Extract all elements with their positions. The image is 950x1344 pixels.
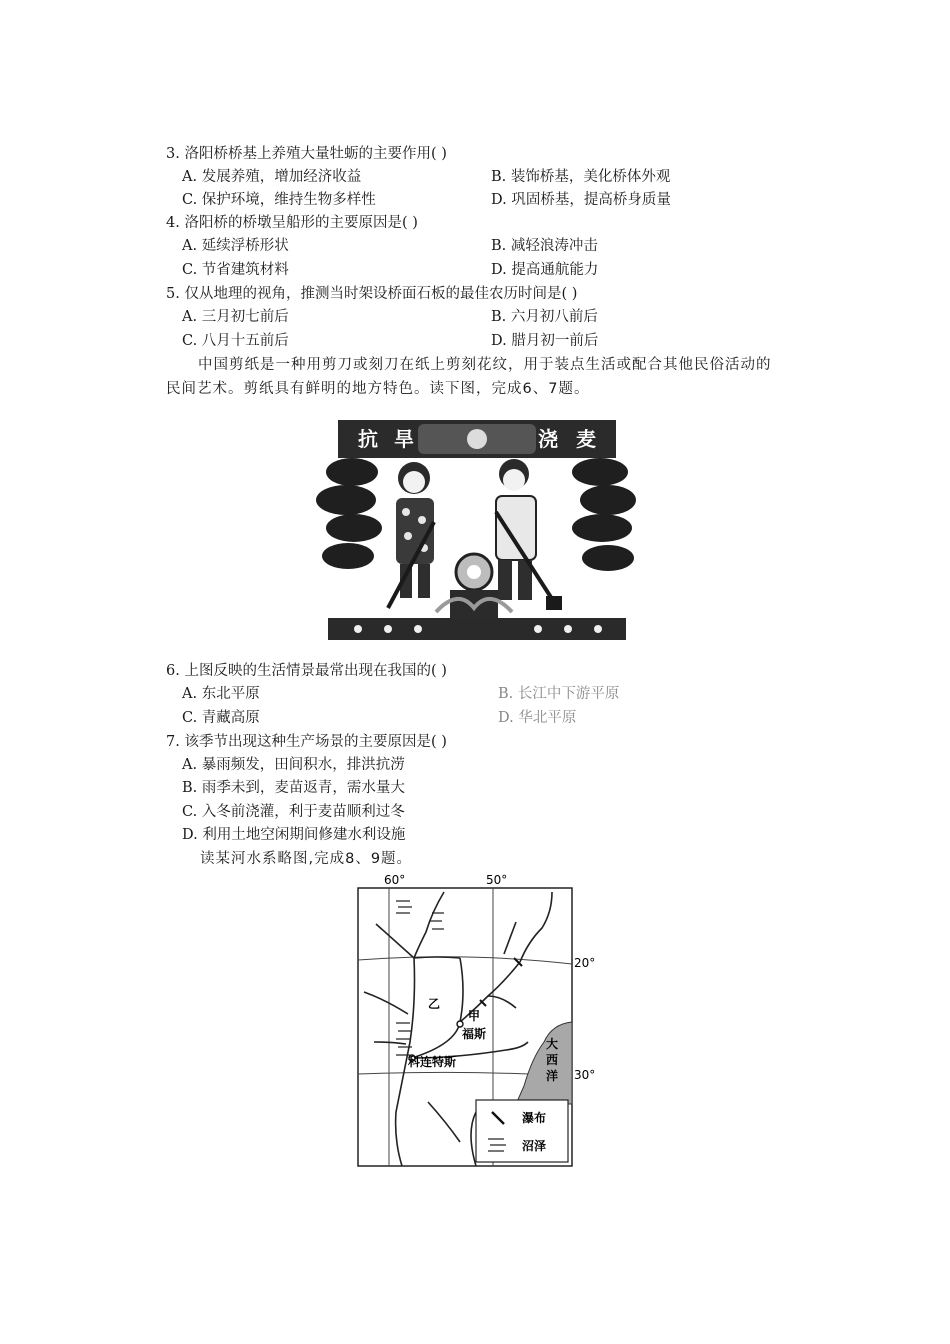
q7-option-d: D. 利用土地空闲期间修建水利设施 <box>182 827 406 843</box>
ocean-char-3: 洋 <box>546 1069 559 1083</box>
q3-option-a: A. 发展养殖，增加经济收益 <box>182 169 362 185</box>
legend-swamp-label: 沼泽 <box>522 1139 547 1153</box>
papercut-title-char-3: 浇 <box>538 427 558 451</box>
lat-label-30: 30° <box>574 1068 596 1082</box>
intro-map: 读某河水系略图,完成8、9题。 <box>200 851 413 867</box>
q3-option-b: B. 装饰桥基，美化桥体外观 <box>491 169 671 185</box>
ocean-char-2: 西 <box>546 1053 559 1067</box>
q7-stem: 7. 该季节出现这种生产场景的主要原因是( ) <box>166 734 447 750</box>
papercut-title-char-4: 麦 <box>576 427 596 451</box>
lon-label-60: 60° <box>384 873 406 887</box>
q7-option-c: C. 入冬前浇灌，利于麦苗顺利过冬 <box>182 804 405 820</box>
legend-waterfall-label: 瀑布 <box>522 1111 547 1125</box>
q6-option-c: C. 青藏高原 <box>182 710 260 726</box>
q5-option-d: D. 腊月初一前后 <box>491 333 599 349</box>
q3-option-c: C. 保护环境，维持生物多样性 <box>182 192 376 208</box>
intro-paragraph-line2: 民间艺术。剪纸具有鲜明的地方特色。读下图，完成6、7题。 <box>166 381 590 397</box>
q4-option-c: C. 节省建筑材料 <box>182 262 289 278</box>
q3-stem: 3. 洛阳桥桥基上养殖大量牡蛎的主要作用( ) <box>166 146 447 162</box>
q5-option-b: B. 六月初八前后 <box>491 309 598 325</box>
lat-label-20: 20° <box>574 956 596 970</box>
papercut-title-char-2: 旱 <box>394 427 414 451</box>
river-system-map <box>356 872 596 1170</box>
q6-option-b: B. 长江中下游平原 <box>498 686 620 702</box>
q6-option-a: A. 东北平原 <box>182 686 260 702</box>
q4-option-b: B. 减轻浪涛冲击 <box>491 238 598 254</box>
lon-label-50: 50° <box>486 873 508 887</box>
q6-stem: 6. 上图反映的生活情景最常出现在我国的( ) <box>166 663 447 679</box>
q3-option-d: D. 巩固桥基，提高桥身质量 <box>491 192 671 208</box>
q7-option-a: A. 暴雨频发，田间积水，排洪抗涝 <box>182 757 405 773</box>
ocean-char-1: 大 <box>546 1037 559 1051</box>
label-yi: 乙 <box>428 997 441 1011</box>
label-jia: 甲 <box>468 1009 481 1023</box>
q5-stem: 5. 仅从地理的视角，推测当时架设桥面石板的最佳农历时间是( ) <box>166 286 578 302</box>
papercut-title-char-1: 抗 <box>358 427 378 451</box>
label-kelianteshi: 科连特斯 <box>408 1055 457 1069</box>
q7-option-b: B. 雨季未到，麦苗返青，需水量大 <box>182 780 405 796</box>
label-fufu: 福斯 <box>462 1027 487 1041</box>
q5-option-a: A. 三月初七前后 <box>182 309 289 325</box>
q6-option-d: D. 华北平原 <box>498 710 577 726</box>
q4-stem: 4. 洛阳桥的桥墩呈船形的主要原因是( ) <box>166 215 418 231</box>
q4-option-a: A. 延续浮桥形状 <box>182 238 289 254</box>
q5-option-c: C. 八月十五前后 <box>182 333 289 349</box>
papercut-image <box>318 412 636 644</box>
q4-option-d: D. 提高通航能力 <box>491 262 599 278</box>
intro-paragraph-line1: 中国剪纸是一种用剪刀或刻刀在纸上剪刻花纹，用于装点生活或配合其他民俗活动的 <box>198 357 772 373</box>
